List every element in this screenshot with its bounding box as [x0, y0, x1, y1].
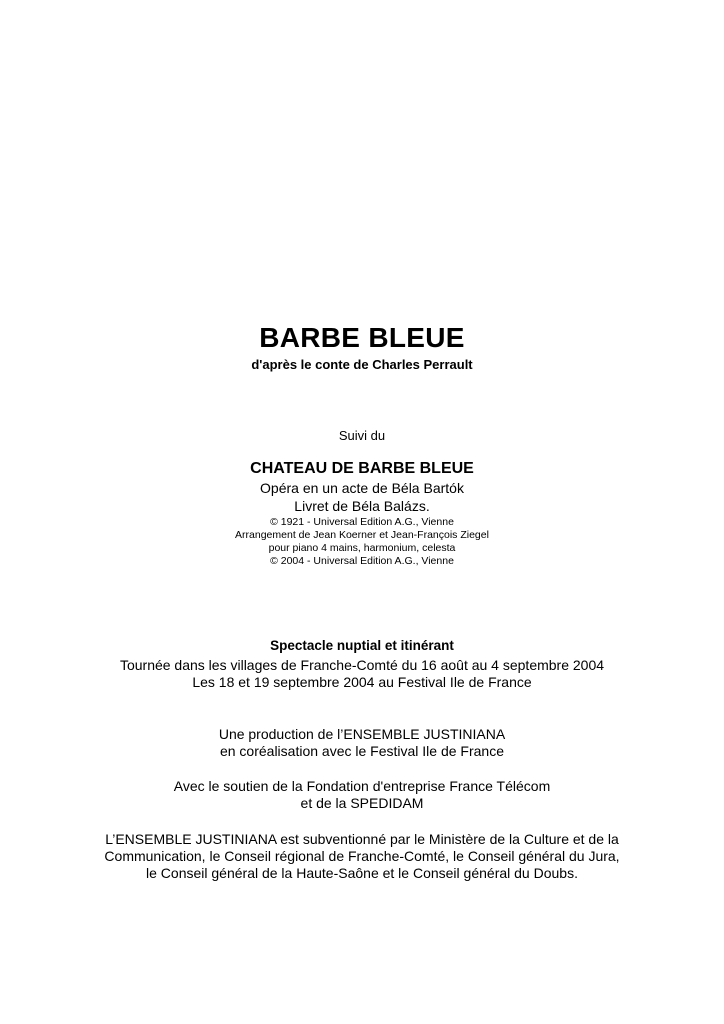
tour-line: Tournée dans les villages de Franche-Comté du 16 août au 4 septembre 2004 — [119, 657, 605, 673]
credit-line: pour piano 4 mains, harmonium, celesta — [268, 542, 456, 554]
funding-line: L’ENSEMBLE JUSTINIANA est subventionné par le Ministère de la Culture et de la — [105, 831, 619, 847]
followed-by-text: Suivi du — [338, 428, 386, 443]
main-subtitle: d'après le conte de Charles Perrault — [251, 357, 473, 372]
festival-line: Les 18 et 19 septembre 2004 au Festival Ile de France — [192, 674, 532, 690]
main-title: BARBE BLEUE — [259, 322, 465, 353]
production-line: Une production de l’ENSEMBLE JUSTINIANA — [218, 726, 506, 742]
libretto-line: Livret de Béla Balázs. — [294, 498, 430, 514]
credit-line: © 2004 - Universal Edition A.G., Vienne — [270, 555, 454, 567]
spectacle-heading: Spectacle nuptial et itinérant — [270, 638, 454, 653]
support-line: et de la SPEDIDAM — [300, 795, 424, 811]
credit-line: Arrangement de Jean Koerner et Jean-François Ziegel — [235, 529, 489, 541]
credit-line: © 1921 - Universal Edition A.G., Vienne — [270, 516, 454, 528]
production-line: en coréalisation avec le Festival Ile de France — [219, 743, 505, 759]
support-line: Avec le soutien de la Fondation d'entreprise France Télécom — [173, 778, 551, 794]
funding-line: le Conseil général de la Haute-Saône et le Conseil général du Doubs. — [146, 865, 578, 881]
opera-line: Opéra en un acte de Béla Bartók — [260, 480, 464, 496]
funding-line: Communication, le Conseil régional de Franche-Comté, le Conseil général du Jura, — [104, 848, 620, 864]
second-work-title: CHATEAU DE BARBE BLEUE — [250, 460, 474, 477]
